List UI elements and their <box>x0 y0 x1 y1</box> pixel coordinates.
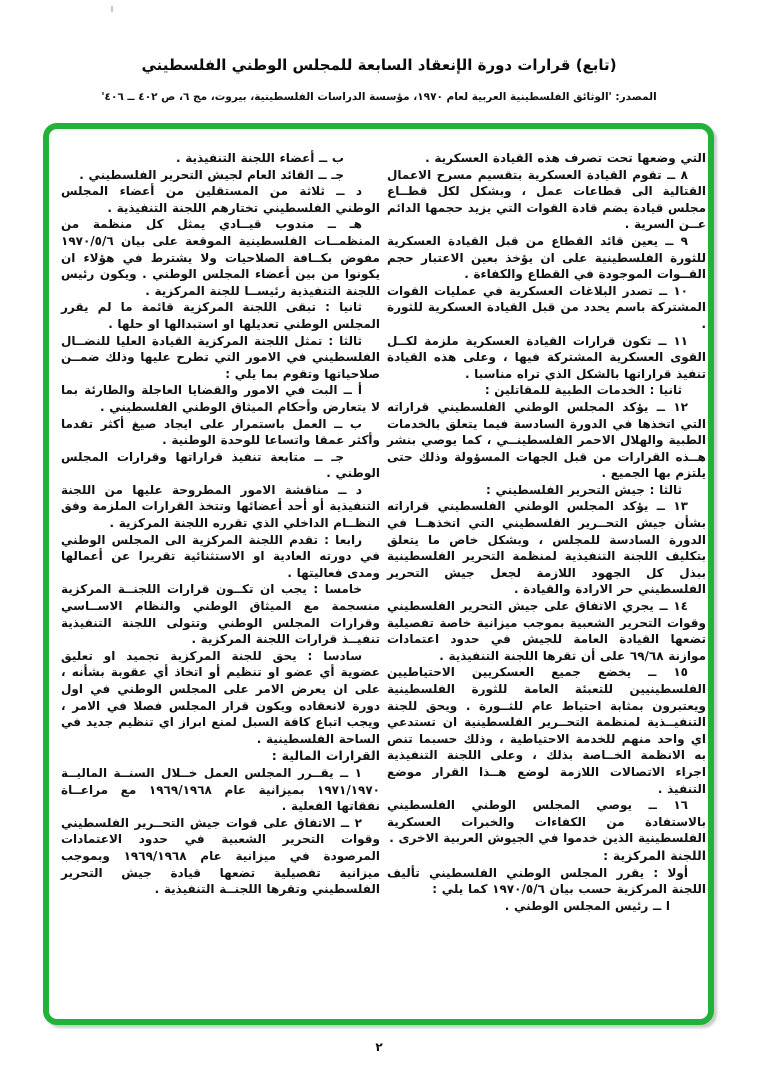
paragraph: هـ ــ مندوب قيــادي يمثل كل منظمة من المنظمــات الفلسطينية الموقعة على بيان ١٩٧٠/٥/٦ مفوض بكــافة الصلاحيات ولا يشترط في هؤلاء ان يكونوا من بين أعضاء المجلس الوطني . ويكون رئيس اللجنة التنفيذية رئيســا للجنة المركزية . <box>61 217 380 298</box>
page-title: (تابع) قرارات دورة الإنعقاد السابعة للمجلس الوطني الفلسطيني <box>141 56 617 74</box>
paragraph: رابعا : تقدم اللجنة المركزية الى المجلس الوطني في دورته العادية او الاستثنائية تقريرا عن أعمالها ومدى فعاليتها . <box>61 532 380 580</box>
paragraph: ثانيا : الخدمات الطبية للمقاتلين : <box>484 383 682 398</box>
paragraph: ثانيا : تبقى اللجنة المركزية قائمة ما لم يقرر المجلس الوطني تعديلها او استبدالها او حلها . <box>61 300 380 331</box>
column-left <box>61 150 380 914</box>
source-line: المصدر: 'الوثائق الفلسطينية العربية لعام ١٩٧٠، مؤسسة الدراسات الفلسطينية، بيروت، مج ٦، ص ٤٠٢ ــ ٤٠٦' <box>101 91 657 103</box>
paragraph: ٢ ــ الاتفاق على قوات جيش التحــرير الفلسطيني وقوات التحرير الشعبية في حدود الاعتمادات المرصودة في ميزانية عام ١٩٦٩/١٩٦٨ وبموجب ميزانية تفصيلية تضعها قيادة جيش التحرير الفلسطيني وتقرها اللجنــة التنفيذية . <box>61 815 380 897</box>
paragraph: ب ــ العمل باستمرار على ايجاد صيغ أكثر تقدما وأكثر عمقا واتساعا للوحدة الوطنية . <box>61 416 380 448</box>
paragraph: ١٣ ــ يؤكد المجلس الوطني الفلسطيني قراراته بشأن جيش التحــرير الفلسطيني التي اتخذهــا في الدورة السادسة للمجلس ، وبشكل خاص ما يتعلق بتكليف اللجنة التنفيذية لمنظمة التحرير الفلسطينية ببذل كل الجهود اللازمة لجعل جيش التحرير الفلسطيني حر الارادة والقيادة . <box>387 499 706 597</box>
paragraph: ٩ ــ يعين قائد القطاع من قبل القيادة العسكرية للثورة الفلسطينية على ان يؤخذ بعين الاعتبار حجم القــوات الموجودة في القطاع والكفاءة . <box>387 233 706 282</box>
paragraph: القرارات المالية : <box>271 748 380 764</box>
document-frame <box>43 123 714 1025</box>
paragraph: جـ ــ القائد العام لجيش التحرير الفلسطيني . <box>79 167 344 182</box>
paragraph: ثالثا : جيش التحرير الفلسطيني : <box>485 482 682 497</box>
paragraph: التي وضعها تحت تصرف هذه القيادة العسكرية . <box>425 151 706 165</box>
scan-artifact <box>111 6 113 12</box>
paragraph: اللجنة المركزية : <box>603 847 706 863</box>
paragraph: ب ــ أعضاء اللجنة التنفيذية . <box>176 151 344 165</box>
paragraph: ا ــ رئيس المجلس الوطني . <box>504 898 670 913</box>
paragraph: د ــ مناقشة الامور المطروحة عليها من اللجنة التنفيذية أو أحد أعضائها وتتخذ القرارات الملزمة وفق النظــام الداخلي الذي تقرره اللجنة المركزية . <box>61 482 380 531</box>
paragraph: ٨ ــ تقوم القيادة العسكرية بتقسيم مسرح الاعمال القتالية الى قطاعات عمل ، وبشكل لكل قطــاع مجلس قيادة يضم قادة القوات التي يزيد حجمها الدائم عــن السرية . <box>387 167 706 232</box>
paragraph: أولا : يقرر المجلس الوطني الفلسطيني تأليف اللجنة المركزية حسب بيان ١٩٧٠/٥/٦ كما يلي : <box>387 865 706 897</box>
paragraph: ١٦ ــ يوصي المجلس الوطني الفلسطيني بالاستفادة من الكفاءات والخبرات العسكرية الفلسطينية الذين خدموا في الجيوش العربية الاخرى . <box>387 798 706 846</box>
paragraph: جـ ــ متابعة تنفيذ قراراتها وقرارات المجلس الوطني . <box>61 449 380 481</box>
paragraph: ١٢ ــ يؤكد المجلس الوطني الفلسطيني قراراته التي اتخذها في الدورة السادسة فيما يتعلق بالخدمات الطبية والهلال الاحمر الفلسطينــي ، كما يوصي بنشر هــذه القرارات من قبل الجهات المسؤولة وذلك حتى يلتزم بها الجميع . <box>387 399 706 481</box>
paragraph: ١٥ ــ يخضع جميع العسكريين الاحتياطيين الفلسطينيين للتعبئة العامة للثورة الفلسطينية ويعتبرون بمثابة احتياط عام للثــورة . ويحق للجنة التنفيــذية لمنظمة التحــرير الفلسطينية ان تستدعي اي واحد منهم للخدمة الاحتياطية ، وذلك حسبما تنص به الانظمة الخــاصة بذلك ، وعلى اللجنة التنفيذية اجراء الاتصالات اللازمة لوضع هــذا القرار موضع التنفيذ . <box>387 665 706 796</box>
paragraph: د ــ ثلاثة من المستقلين من أعضاء المجلس الوطني الفلسطيني تختارهم اللجنة التنفيذية . <box>61 184 380 215</box>
paragraph: ١٤ ــ يجري الاتفاق على جيش التحرير الفلسطيني وقوات التحرير الشعبية بموجب ميزانية خاصة تفصيلية تضعها القيادة العامة للجيش في حدود اعتمادات موازنة ٦٩/٦٨ على أن تقرها اللجنة التنفيذية . <box>387 599 706 663</box>
paragraph: ١٠ ــ تصدر البلاغات العسكرية في عمليات القوات المشتركة باسم يحدد من قبل القيادة العسكرية للثورة . <box>387 283 706 331</box>
paragraph: خامسا : يجب ان تكــون قرارات اللجنــة المركزية منسجمة مع الميثاق الوطني والنظام الاســاسي وقرارات المجلس الوطني وتتولى اللجنة التنفيذية تنفيــذ قرارات اللجنة المركزية . <box>61 582 380 647</box>
document-content <box>60 150 706 914</box>
column-right <box>387 150 706 914</box>
paragraph: سادسا : يحق للجنة المركزية تجميد او تعليق عضوية أي عضو او تنظيم أو اتخاذ أي عقوبة بشأنه ، على ان يعرض الامر على المجلس الوطني في اول دورة لانعقاده ويكون قرار المجلس فصلا في الامر ، ويجب اتباع كافة السبل لمنع ابراز اي تنظيم جديد في الساحة الفلسطينية . <box>61 648 380 746</box>
paragraph: ١ ــ يقــرر المجلس العمل خــلال السنــة الماليــة ١٩٧١/١٩٧٠ بميزانية عام ١٩٦٩/١٩٦٨ مع مراعــاة نفقاتها الفعلية . <box>61 765 380 814</box>
paragraph: ١١ ــ تكون قرارات القيادة العسكرية ملزمة لكــل القوى العسكرية المشتركة فيها ، وعلى هذه القيادة تنفيذ قراراتها بالشكل الذي تراه مناسبا . <box>387 333 706 381</box>
paragraph: أ ــ البت في الامور والقضايا العاجلة والطارئة بما لا يتعارض وأحكام الميثاق الوطني الفلسطيني . <box>61 383 380 414</box>
page-number: ٢ <box>375 1040 383 1054</box>
paragraph: ثالثا : تمثل اللجنة المركزية القيادة العليا للنضــال الفلسطيني في الامور التي تطرح عليها وذلك ضمــن صلاحياتها وتقوم بما يلي : <box>61 333 380 381</box>
